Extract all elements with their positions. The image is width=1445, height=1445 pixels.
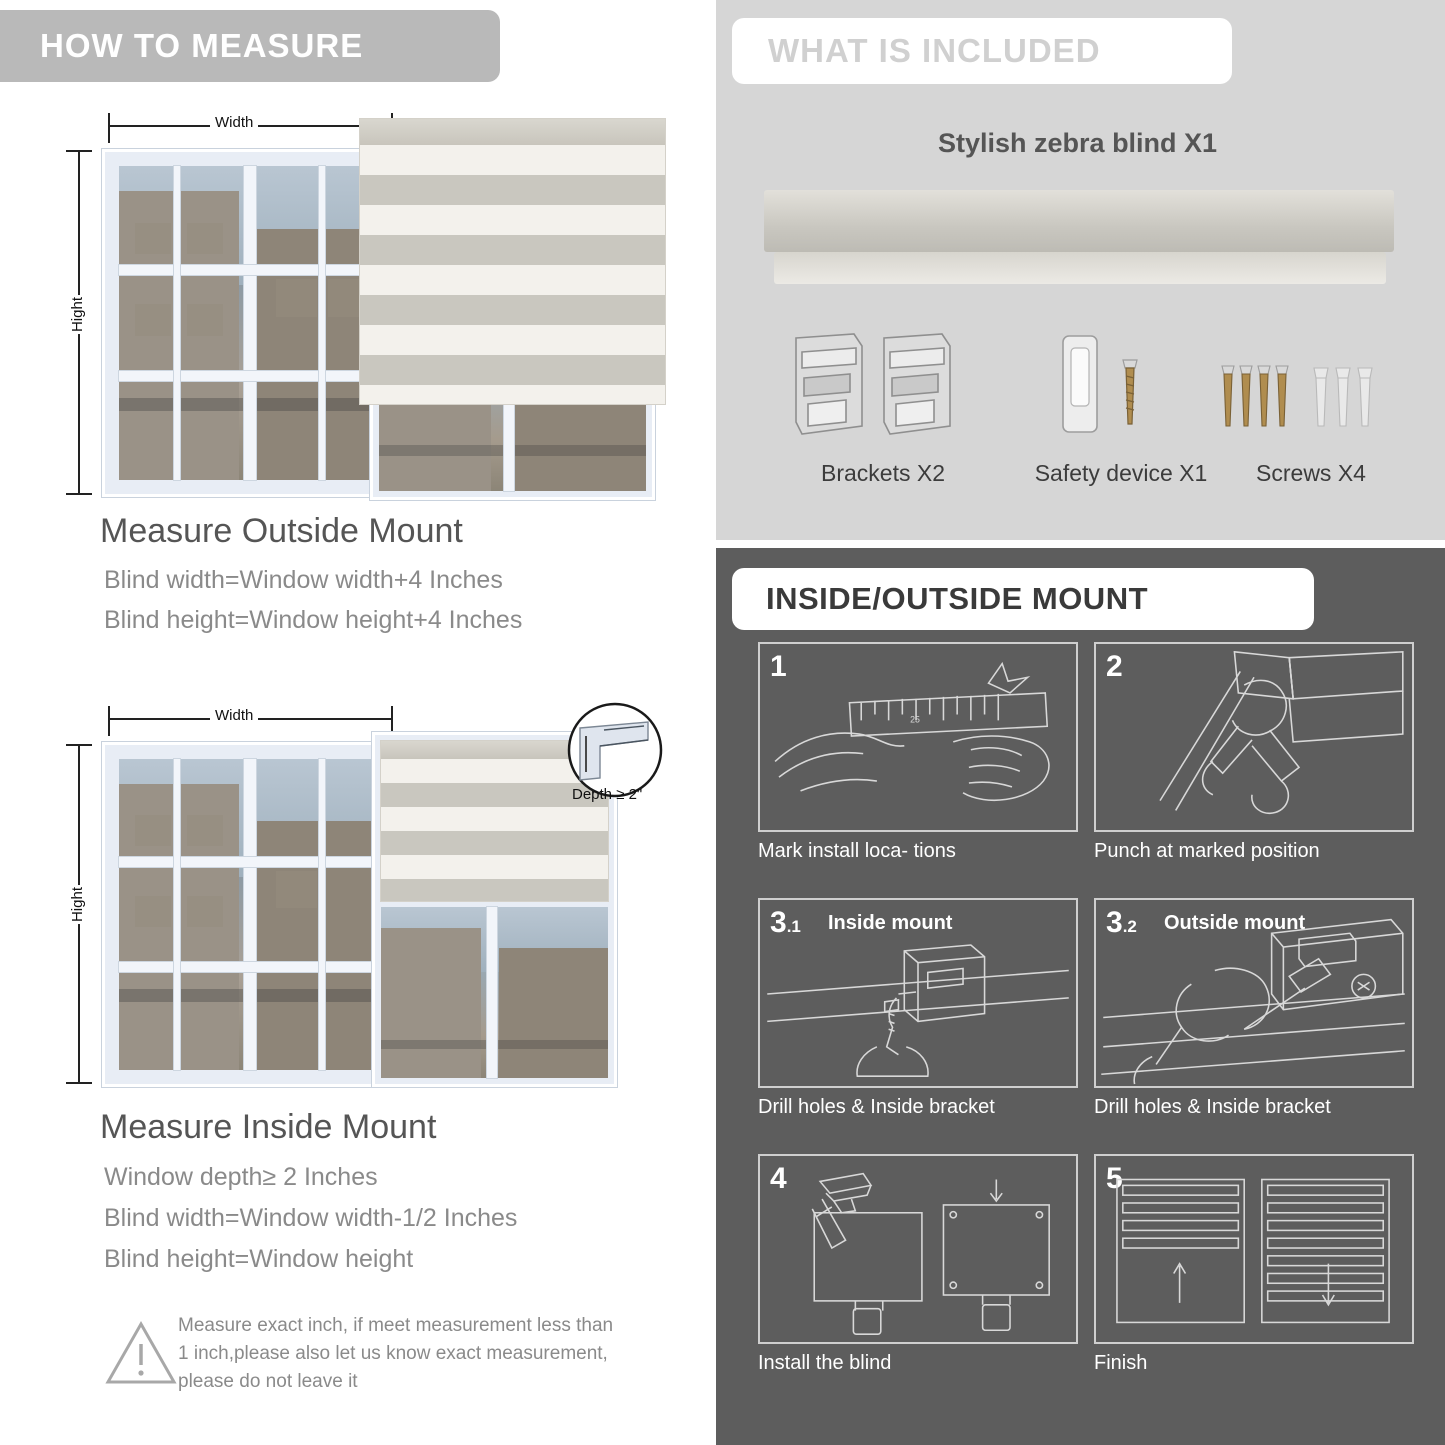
step-3-2-caption: Drill holes & Inside bracket — [1094, 1096, 1331, 1118]
inside-mount-line-3: Blind height=Window height — [104, 1245, 414, 1273]
step-2-caption: Punch at marked position — [1094, 840, 1320, 862]
height-dim-tick-bottom — [66, 493, 92, 495]
safety-device-label: Safety device X1 — [1034, 460, 1208, 486]
width-dim-tick-left — [108, 113, 110, 143]
depth-callout-label: Depth ≥ 2" — [572, 786, 643, 803]
building-right — [499, 948, 608, 1078]
height-dim-tick-top — [66, 744, 92, 746]
step-4-illustration — [758, 1154, 1078, 1374]
safety-device-graphic — [1051, 330, 1181, 440]
blind-stripe — [360, 265, 665, 295]
step-2-sketch — [1096, 644, 1412, 830]
window-mullion-vertical — [319, 759, 325, 1070]
window-detail — [187, 223, 224, 254]
panel-divider-vertical — [706, 0, 716, 1445]
step-3-2-number: 3.2 — [1106, 906, 1137, 939]
screws-illustration — [1216, 330, 1386, 440]
outside-mount-figure — [60, 105, 680, 505]
window-detail — [187, 304, 224, 335]
height-dim-tick-top — [66, 150, 92, 152]
outside-mount-heading: Measure Outside Mount — [100, 512, 463, 550]
inside-mount-figure — [60, 700, 680, 1100]
step-5-sketch — [1096, 1156, 1412, 1342]
window-mullion-vertical — [244, 166, 256, 480]
screws-graphic — [1216, 330, 1386, 440]
blind-stripe — [381, 855, 608, 879]
step-4-number: 4 — [770, 1162, 787, 1195]
outside-mount-line-1: Blind width=Window width+4 Inches — [104, 566, 503, 594]
svg-text:25: 25 — [910, 714, 920, 725]
step-5-number: 5 — [1106, 1162, 1123, 1195]
step-3-2-subtitle: Outside mount — [1164, 912, 1306, 934]
blind-stripe — [360, 295, 665, 325]
warning-triangle-icon — [104, 1318, 178, 1390]
step-3-1-sketch — [760, 900, 1076, 1086]
step-3-2-illustration — [1094, 898, 1414, 1118]
blind-stripe — [360, 235, 665, 265]
window-mullion-horizontal — [119, 265, 380, 275]
measurement-warning-text: Measure exact inch, if meet measurement less than 1 inch,please also let us know exact measurement, please do not leave it — [178, 1315, 614, 1392]
height-dimension-label: Hight — [69, 297, 86, 333]
window-mullion-vertical — [319, 166, 325, 480]
window-detail — [135, 223, 172, 254]
window-detail — [276, 871, 318, 908]
headrail-bottom-illustration — [774, 252, 1386, 284]
step-1-sketch — [760, 644, 1076, 830]
width-dimension-label: Width — [210, 114, 258, 131]
screws-label: Screws X4 — [1256, 460, 1366, 486]
width-dim-tick-left — [108, 706, 110, 736]
window-detail — [135, 304, 172, 335]
blind-stripe — [381, 807, 608, 831]
window-mullion-vertical — [244, 759, 256, 1070]
step-5-illustration — [1094, 1154, 1414, 1374]
what-is-included-banner: WHAT IS INCLUDED — [732, 18, 1232, 84]
step-3-1-illustration — [758, 898, 1078, 1118]
window-mullion-horizontal — [119, 371, 380, 381]
blind-stripe — [381, 879, 608, 901]
building-left — [381, 928, 481, 1078]
outside-mount-line-2: Blind height=Window height+4 Inches — [104, 606, 523, 634]
blind-stripe — [360, 355, 665, 385]
included-blind-title: Stylish zebra blind X1 — [938, 128, 1218, 158]
height-dimension-label: Hight — [69, 887, 86, 923]
window-detail — [276, 279, 318, 317]
step-1-caption: Mark install loca- tions — [758, 840, 956, 862]
blind-stripe — [360, 205, 665, 235]
step-3-2-sketch — [1096, 900, 1412, 1086]
window-illustration — [102, 742, 397, 1087]
window-mullion-vertical — [174, 759, 180, 1070]
how-to-measure-banner: HOW TO MEASURE — [0, 10, 500, 82]
window-mullion-horizontal — [119, 857, 380, 867]
window-detail — [135, 815, 172, 846]
zebra-blind-outside-mount — [360, 119, 665, 404]
step-3-1-number: 3.1 — [770, 906, 801, 939]
step-1-number: 1 — [770, 650, 787, 683]
blind-headrail — [360, 119, 665, 145]
window-mullion-vertical — [487, 907, 497, 1078]
what-is-included-panel — [716, 0, 1445, 548]
blind-stripe — [360, 385, 665, 404]
window-detail — [187, 896, 224, 927]
window-mullion-horizontal — [119, 962, 380, 972]
measurement-warning — [104, 1312, 664, 1422]
safety-device-illustration — [1051, 330, 1181, 440]
window-detail — [187, 815, 224, 846]
brackets-illustration — [788, 330, 968, 440]
width-dimension-label: Width — [210, 707, 258, 724]
blind-stripe — [360, 325, 665, 355]
brackets-label: Brackets X2 — [821, 460, 945, 486]
inside-mount-line-2: Blind width=Window width-1/2 Inches — [104, 1204, 518, 1232]
headrail-illustration — [764, 190, 1394, 252]
height-dim-tick-bottom — [66, 1082, 92, 1084]
window-mullion-vertical — [174, 166, 180, 480]
blind-stripe — [360, 145, 665, 175]
inside-outside-mount-banner: INSIDE/OUTSIDE MOUNT — [732, 568, 1314, 630]
window-detail — [328, 279, 365, 317]
step-1-illustration — [758, 642, 1078, 862]
window-illustration — [102, 149, 397, 497]
step-3-1-subtitle: Inside mount — [828, 912, 953, 934]
inside-mount-line-1: Window depth≥ 2 Inches — [104, 1163, 378, 1191]
how-to-measure-panel — [0, 0, 706, 1445]
blind-stripe — [360, 175, 665, 205]
bracket-pair-graphic — [788, 330, 968, 440]
step-2-number: 2 — [1106, 650, 1123, 683]
inside-outside-mount-panel — [716, 548, 1445, 1445]
step-3-1-caption: Drill holes & Inside bracket — [758, 1096, 995, 1118]
inside-mount-heading: Measure Inside Mount — [100, 1108, 437, 1146]
window-detail — [135, 896, 172, 927]
step-4-caption: Install the blind — [758, 1352, 892, 1374]
step-2-illustration — [1094, 642, 1414, 862]
step-5-caption: Finish — [1094, 1352, 1148, 1374]
step-4-sketch — [760, 1156, 1076, 1342]
blind-stripe — [381, 831, 608, 855]
